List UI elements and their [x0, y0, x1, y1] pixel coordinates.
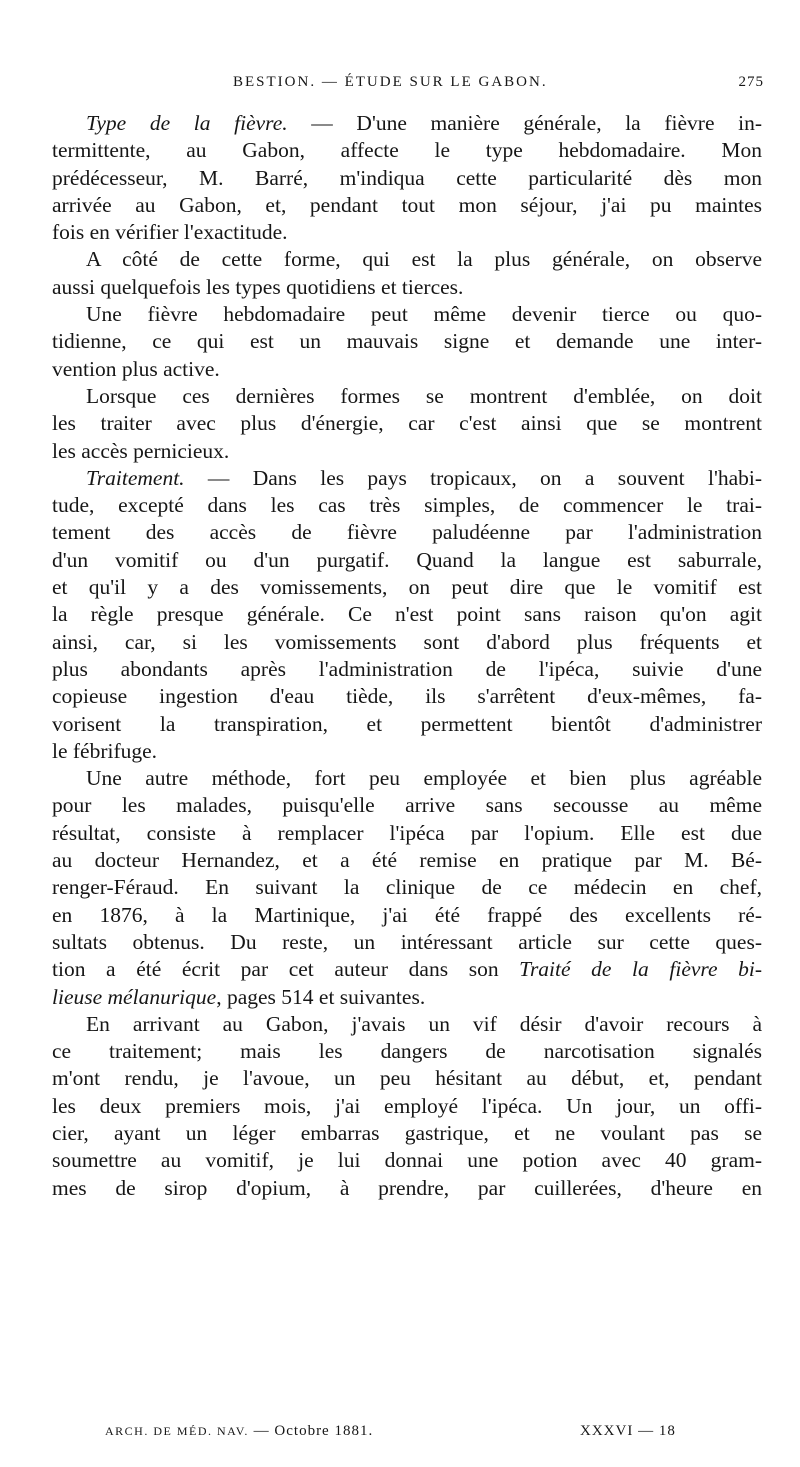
text-line: ainsi, car, si les vomissements sont d'abord plus fréquents et [52, 629, 762, 654]
text-line: tion a été écrit par cet auteur dans son Traité de la fièvre bi- [52, 957, 763, 982]
page-number: 275 [738, 74, 764, 90]
section-heading: Type de la fièvre. [86, 111, 288, 135]
text-line: pour les malades, puisqu'elle arrive sans secousse au même [52, 793, 762, 818]
text-line: arrivée au Gabon, et, pendant tout mon séjour, j'ai pu maintes [52, 192, 762, 217]
work-title: lieuse mélanurique [52, 984, 217, 1009]
text-line: Type de la fièvre. — D'une manière générale, la fièvre in- [86, 111, 763, 135]
text-line: vorisent la transpiration, et permettent bientôt d'administrer [52, 711, 762, 736]
running-header [0, 74, 800, 98]
text-line: Une autre méthode, fort peu employée et bien plus agréable [86, 766, 762, 791]
issue-date: Octobre 1881. [274, 1423, 374, 1439]
text-line: tude, excepté dans les cas très simples, de commencer le trai- [52, 493, 762, 518]
page-footer [0, 1423, 800, 1449]
footer-separator: — [253, 1423, 270, 1439]
text-line: fois en vérifier l'exactitude. [52, 220, 288, 245]
text-line: résultat, consiste à remplacer l'ipéca par l'opium. Elle est due [52, 820, 762, 845]
text-line: les deux premiers mois, j'ai employé l'ipéca. Un jour, un offi- [52, 1093, 762, 1118]
text-line: en 1876, à la Martinique, j'ai été frappé des excellents ré- [52, 902, 762, 927]
text-line: sultats obtenus. Du reste, un intéressant article sur cette ques- [52, 929, 762, 954]
text-line: au docteur Hernandez, et a été remise en pratique par M. Bé- [52, 848, 762, 873]
text-line: Traitement. — Dans les pays tropicaux, on a souvent l'habi- [86, 465, 762, 490]
running-title: BESTION. — ÉTUDE SUR LE GABON. [233, 74, 548, 90]
text-line: vention plus active. [52, 356, 220, 381]
page-body [52, 110, 762, 1202]
text-line: A côté de cette forme, qui est la plus générale, on observe [86, 247, 762, 272]
text-line: En arrivant au Gabon, j'avais un vif désir d'avoir recours à [86, 1011, 762, 1036]
text-line: tidienne, ce qui est un mauvais signe et demande une inter- [52, 329, 762, 354]
text-line: termittente, au Gabon, affecte le type hebdomadaire. Mon [52, 138, 762, 163]
text-line: soumettre au vomitif, je lui donnai une potion avec 40 gram- [52, 1148, 762, 1173]
text-line: prédécesseur, M. Barré, m'indiqua cette particularité dès mon [52, 165, 762, 190]
text-line: plus abondants après l'administration de l'ipéca, suivie d'une [52, 656, 762, 681]
text-line: la règle presque générale. Ce n'est point sans raison qu'on agit [52, 602, 762, 627]
text-line: cier, ayant un léger embarras gastrique, et ne voulant pas se [52, 1120, 762, 1145]
text-line: aussi quelquefois les types quotidiens et tierces. [52, 274, 464, 299]
text-line: ce traitement; mais les dangers de narcotisation signalés [52, 1039, 762, 1064]
footer-citation [105, 1423, 373, 1440]
work-title: Traité de la fièvre bi- [519, 957, 763, 982]
signature-mark: XXXVI — 18 [580, 1423, 676, 1439]
text-line: copieuse ingestion d'eau tiède, ils s'arrêtent d'eux-mêmes, fa- [52, 684, 762, 709]
text-line: Une fièvre hebdomadaire peut même devenir tierce ou quo- [86, 302, 762, 327]
text-line: les traiter avec plus d'énergie, car c'est ainsi que se montrent [52, 411, 762, 436]
text-line: Lorsque ces dernières formes se montrent d'emblée, on doit [86, 383, 762, 408]
text-line: et qu'il y a des vomissements, on peut dire que le vomitif est [52, 575, 762, 600]
text-line: m'ont rendu, je l'avoue, un peu hésitant au début, et, pendant [52, 1066, 762, 1091]
journal-name: ARCH. DE MÉD. NAV. [105, 1424, 249, 1438]
text-line: d'un vomitif ou d'un purgatif. Quand la langue est saburrale, [52, 547, 762, 572]
text-line: renger-Féraud. En suivant la clinique de ce médecin en chef, [52, 875, 762, 900]
text-line: tement des accès de fièvre paludéenne par l'administration [52, 520, 762, 545]
text-line: lieuse mélanurique, pages 514 et suivantes. [52, 984, 426, 1009]
text-line: le fébrifuge. [52, 738, 158, 763]
text-line: mes de sirop d'opium, à prendre, par cuillerées, d'heure en [52, 1175, 762, 1200]
text-line: les accès pernicieux. [52, 438, 230, 463]
section-heading: Traitement. [86, 465, 185, 490]
